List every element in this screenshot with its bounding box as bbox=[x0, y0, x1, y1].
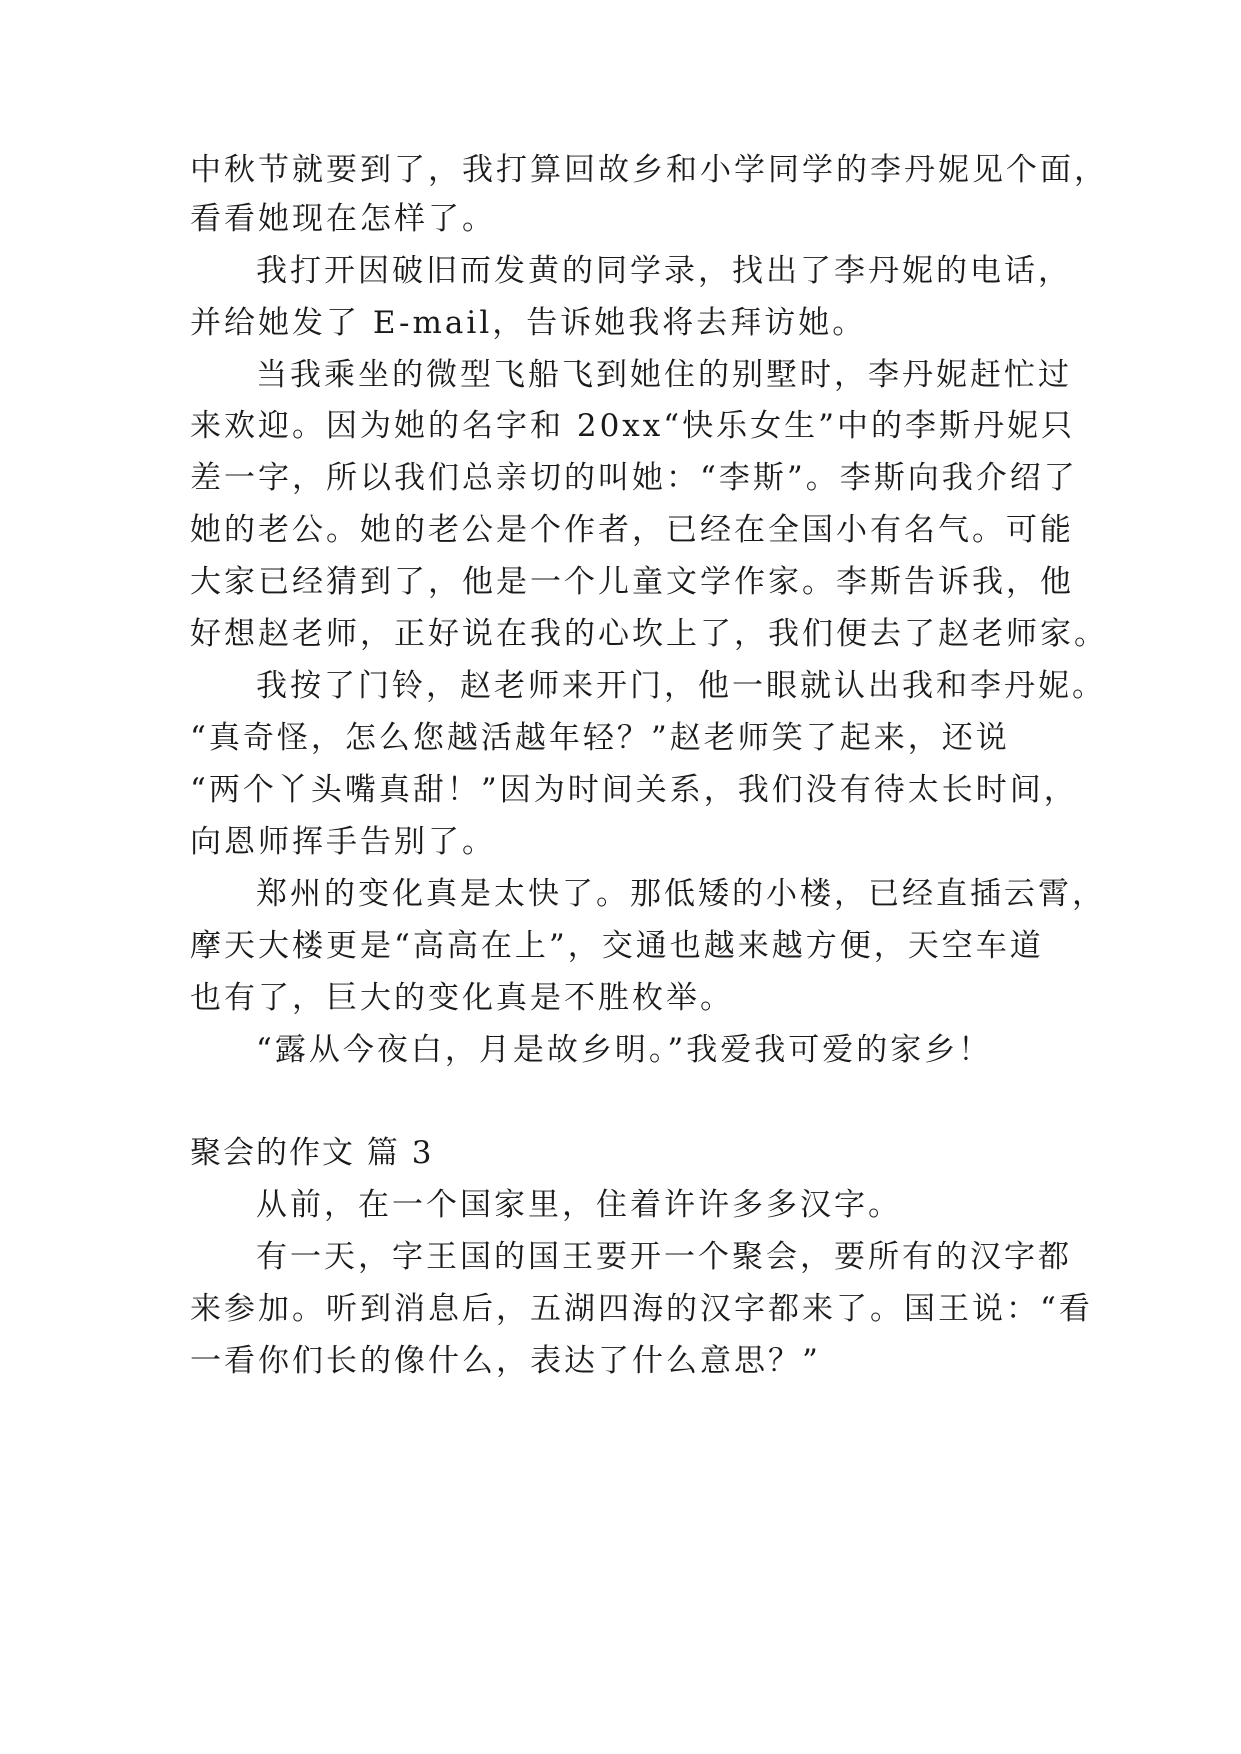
paragraph-line: 差一字，所以我们总亲切的叫她：“李斯”。李斯向我介绍了 bbox=[190, 460, 1078, 496]
paragraph-line: 有一天，字王国的国王要开一个聚会，要所有的汉字都 bbox=[256, 1239, 1072, 1275]
paragraph-line: 当我乘坐的微型飞船飞到她住的别墅时，李丹妮赶忙过 bbox=[256, 357, 1072, 393]
paragraph-line: “两个丫头嘴真甜！”因为时间关系，我们没有待太长时间， bbox=[190, 772, 1078, 808]
paragraph-line: 也有了，巨大的变化真是不胜枚举。 bbox=[190, 980, 734, 1016]
paragraph-line: 中秋节就要到了，我打算回故乡和小学同学的李丹妮见个面， bbox=[190, 152, 1108, 188]
paragraph-line: 看看她现在怎样了。 bbox=[190, 201, 496, 237]
section-heading: 聚会的作文 篇 3 bbox=[190, 1135, 434, 1171]
paragraph-line: 郑州的变化真是太快了。那低矮的小楼，已经直插云霄， bbox=[256, 876, 1106, 912]
paragraph-line: 来欢迎。因为她的名字和 20xx“快乐女生”中的李斯丹妮只 bbox=[190, 408, 1075, 444]
paragraph-line: 从前，在一个国家里，住着许许多多汉字。 bbox=[256, 1187, 902, 1223]
paragraph-line: 来参加。听到消息后，五湖四海的汉字都来了。国王说：“看 bbox=[190, 1291, 1093, 1327]
paragraph-line: “真奇怪，怎么您越活越年轻？”赵老师笑了起来，还说 bbox=[190, 720, 1010, 756]
paragraph-line: 我按了门铃，赵老师来开门，他一眼就认出我和李丹妮。 bbox=[256, 668, 1106, 704]
paragraph-line: 我打开因破旧而发黄的同学录，找出了李丹妮的电话， bbox=[256, 253, 1072, 289]
paragraph-line: 摩天大楼更是“高高在上”，交通也越来越方便，天空车道 bbox=[190, 928, 1044, 964]
paragraph-line: 大家已经猜到了，他是一个儿童文学作家。李斯告诉我，他 bbox=[190, 564, 1074, 600]
paragraph-line: 她的老公。她的老公是个作者，已经在全国小有名气。可能 bbox=[190, 512, 1074, 548]
paragraph-line: “露从今夜白，月是故乡明。”我爱我可爱的家乡！ bbox=[256, 1032, 993, 1068]
paragraph-line: 好想赵老师，正好说在我的心坎上了，我们便去了赵老师家。 bbox=[190, 616, 1108, 652]
paragraph-line: 向恩师挥手告别了。 bbox=[190, 824, 496, 860]
paragraph-line: 一看你们长的像什么，表达了什么意思？” bbox=[190, 1343, 821, 1379]
paragraph-line: 并给她发了 E-mail，告诉她我将去拜访她。 bbox=[190, 305, 867, 341]
